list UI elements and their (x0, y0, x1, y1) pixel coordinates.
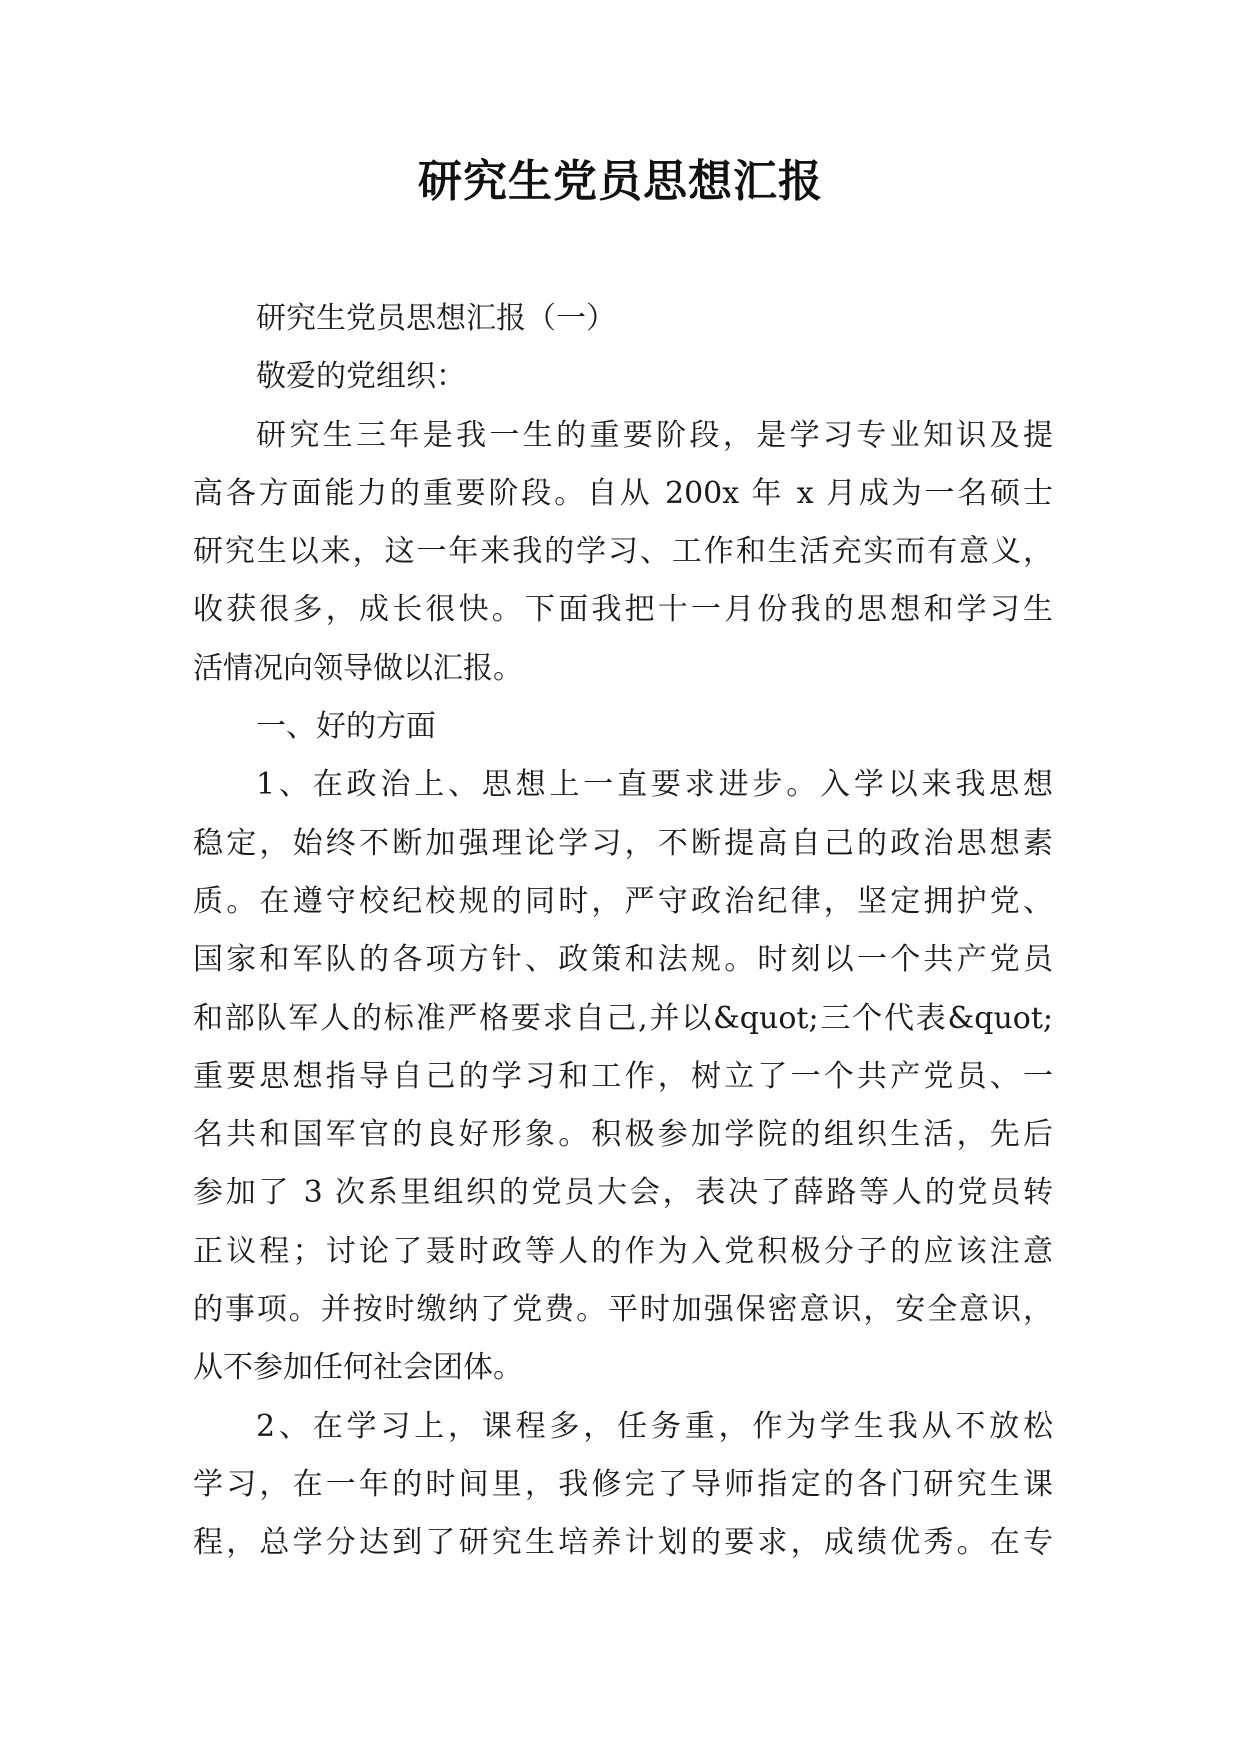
paragraph-line: 高各方面能力的重要阶段。自从 200x 年 x 月成为一名硕士 (193, 475, 1053, 511)
paragraph-line: 正议程；讨论了聂时政等人的作为入党积极分子的应该注意 (193, 1233, 1053, 1269)
paragraph-line: 从不参加任何社会团体。 (193, 1350, 523, 1386)
paragraph-line: 研究生以来，这一年来我的学习、工作和生活充实而有意义， (193, 534, 1053, 570)
paragraph-line: 质。在遵守校纪校规的同时，严守政治纪律，坚定拥护党、 (193, 883, 1053, 919)
paragraph-line: 名共和国军官的良好形象。积极参加学院的组织生活，先后 (193, 1117, 1053, 1153)
paragraph-line: 程，总学分达到了研究生培养计划的要求，成绩优秀。在专 (193, 1525, 1053, 1561)
paragraph-line: 活情况向领导做以汇报。 (193, 650, 523, 686)
paragraph-line: 国家和军队的各项方针、政策和法规。时刻以一个共产党员 (193, 942, 1053, 978)
paragraph-line: 学习，在一年的时间里，我修完了导师指定的各门研究生课 (193, 1466, 1053, 1502)
paragraph-line: 稳定，始终不断加强理论学习，不断提高自己的政治思想素 (193, 825, 1053, 861)
paragraph-line: 研究生三年是我一生的重要阶段，是学习专业知识及提 (256, 417, 1053, 453)
section-heading: 研究生党员思想汇报（一） (256, 301, 616, 336)
paragraph-line: 的事项。并按时缴纳了党费。平时加强保密意识，安全意识， (193, 1292, 1053, 1328)
paragraph-line: 参加了 3 次系里组织的党员大会，表决了薛路等人的党员转 (193, 1175, 1053, 1211)
document-title: 研究生党员思想汇报 (418, 156, 823, 207)
paragraph-line: 和部队军人的标准严格要求自己,并以&quot;三个代表&quot; (193, 1000, 1053, 1036)
paragraph-line: 收获很多，成长很快。下面我把十一月份我的思想和学习生 (193, 592, 1053, 628)
paragraph-line: 1、在政治上、思想上一直要求进步。入学以来我思想 (256, 767, 1053, 803)
paragraph-line: 重要思想指导自己的学习和工作，树立了一个共产党员、一 (193, 1058, 1053, 1094)
subsection-heading: 一、好的方面 (256, 709, 436, 745)
paragraph-line: 2、在学习上，课程多，任务重，作为学生我从不放松 (256, 1408, 1053, 1444)
salutation: 敬爱的党组织： (256, 359, 466, 395)
document-body (193, 290, 1053, 1573)
